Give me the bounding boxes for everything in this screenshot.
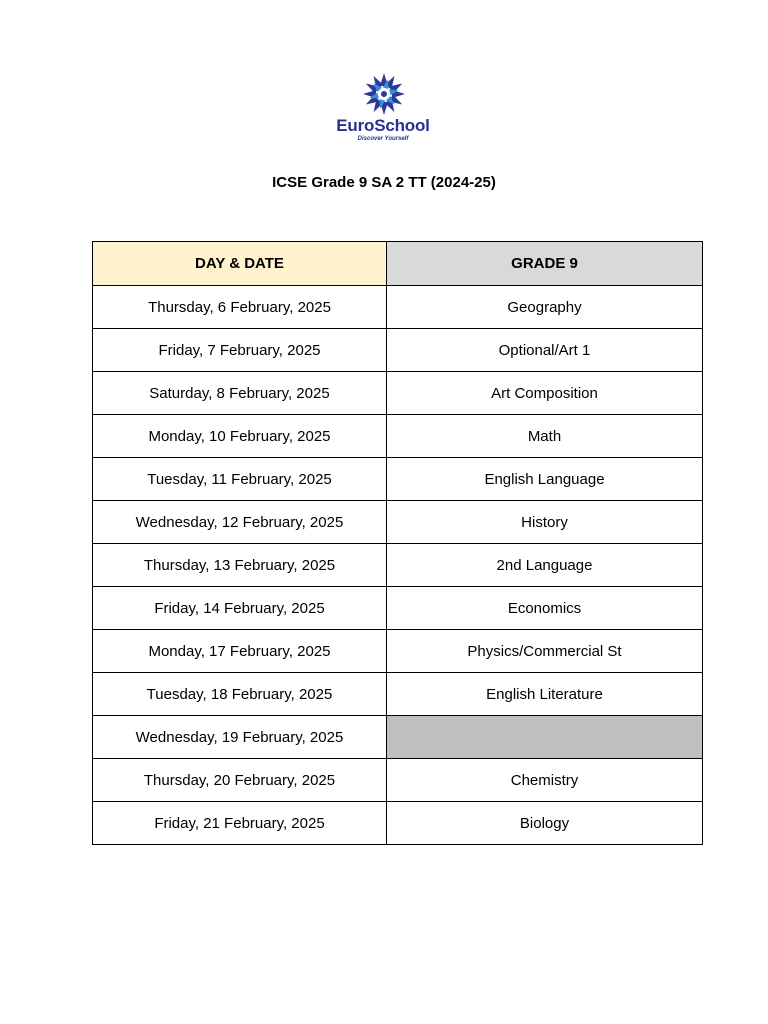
table-row	[93, 630, 703, 673]
table-row	[93, 544, 703, 587]
table-row	[93, 372, 703, 415]
logo-tagline: Discover Yourself	[357, 136, 409, 142]
table-row	[93, 673, 703, 716]
table-row	[93, 329, 703, 372]
table-header-row	[93, 242, 703, 286]
subject-cell: English Literature	[387, 673, 703, 716]
date-cell: Tuesday, 18 February, 2025	[93, 673, 387, 716]
date-cell: Monday, 10 February, 2025	[93, 415, 387, 458]
date-cell: Tuesday, 11 February, 2025	[93, 458, 387, 501]
date-cell: Thursday, 6 February, 2025	[93, 286, 387, 329]
subject-cell: Physics/Commercial St	[387, 630, 703, 673]
subject-cell: Chemistry	[387, 759, 703, 802]
date-cell: Wednesday, 19 February, 2025	[93, 716, 387, 759]
subject-cell: Art Composition	[387, 372, 703, 415]
table-row	[93, 458, 703, 501]
date-cell: Friday, 14 February, 2025	[93, 587, 387, 630]
exam-timetable	[92, 241, 703, 845]
date-cell: Thursday, 20 February, 2025	[93, 759, 387, 802]
table-row	[93, 286, 703, 329]
table-row	[93, 716, 703, 759]
header-day-date: DAY & DATE	[93, 242, 387, 286]
subject-cell: Economics	[387, 587, 703, 630]
subject-cell: Optional/Art 1	[387, 329, 703, 372]
subject-cell: History	[387, 501, 703, 544]
header-grade: GRADE 9	[387, 242, 703, 286]
table-row	[93, 587, 703, 630]
euroschool-logo	[318, 72, 450, 146]
date-cell: Monday, 17 February, 2025	[93, 630, 387, 673]
table-row	[93, 759, 703, 802]
date-cell: Friday, 7 February, 2025	[93, 329, 387, 372]
subject-cell-empty	[387, 716, 703, 759]
table-row	[93, 501, 703, 544]
logo-name: EuroSchool	[336, 116, 430, 135]
date-cell: Friday, 21 February, 2025	[93, 802, 387, 845]
date-cell: Saturday, 8 February, 2025	[93, 372, 387, 415]
subject-cell: 2nd Language	[387, 544, 703, 587]
subject-cell: English Language	[387, 458, 703, 501]
subject-cell: Geography	[387, 286, 703, 329]
star-flower-icon	[318, 72, 450, 118]
subject-cell: Biology	[387, 802, 703, 845]
date-cell: Thursday, 13 February, 2025	[93, 544, 387, 587]
table-row	[93, 415, 703, 458]
subject-cell: Math	[387, 415, 703, 458]
table-row	[93, 802, 703, 845]
date-cell: Wednesday, 12 February, 2025	[93, 501, 387, 544]
page-title: ICSE Grade 9 SA 2 TT (2024-25)	[272, 174, 496, 191]
